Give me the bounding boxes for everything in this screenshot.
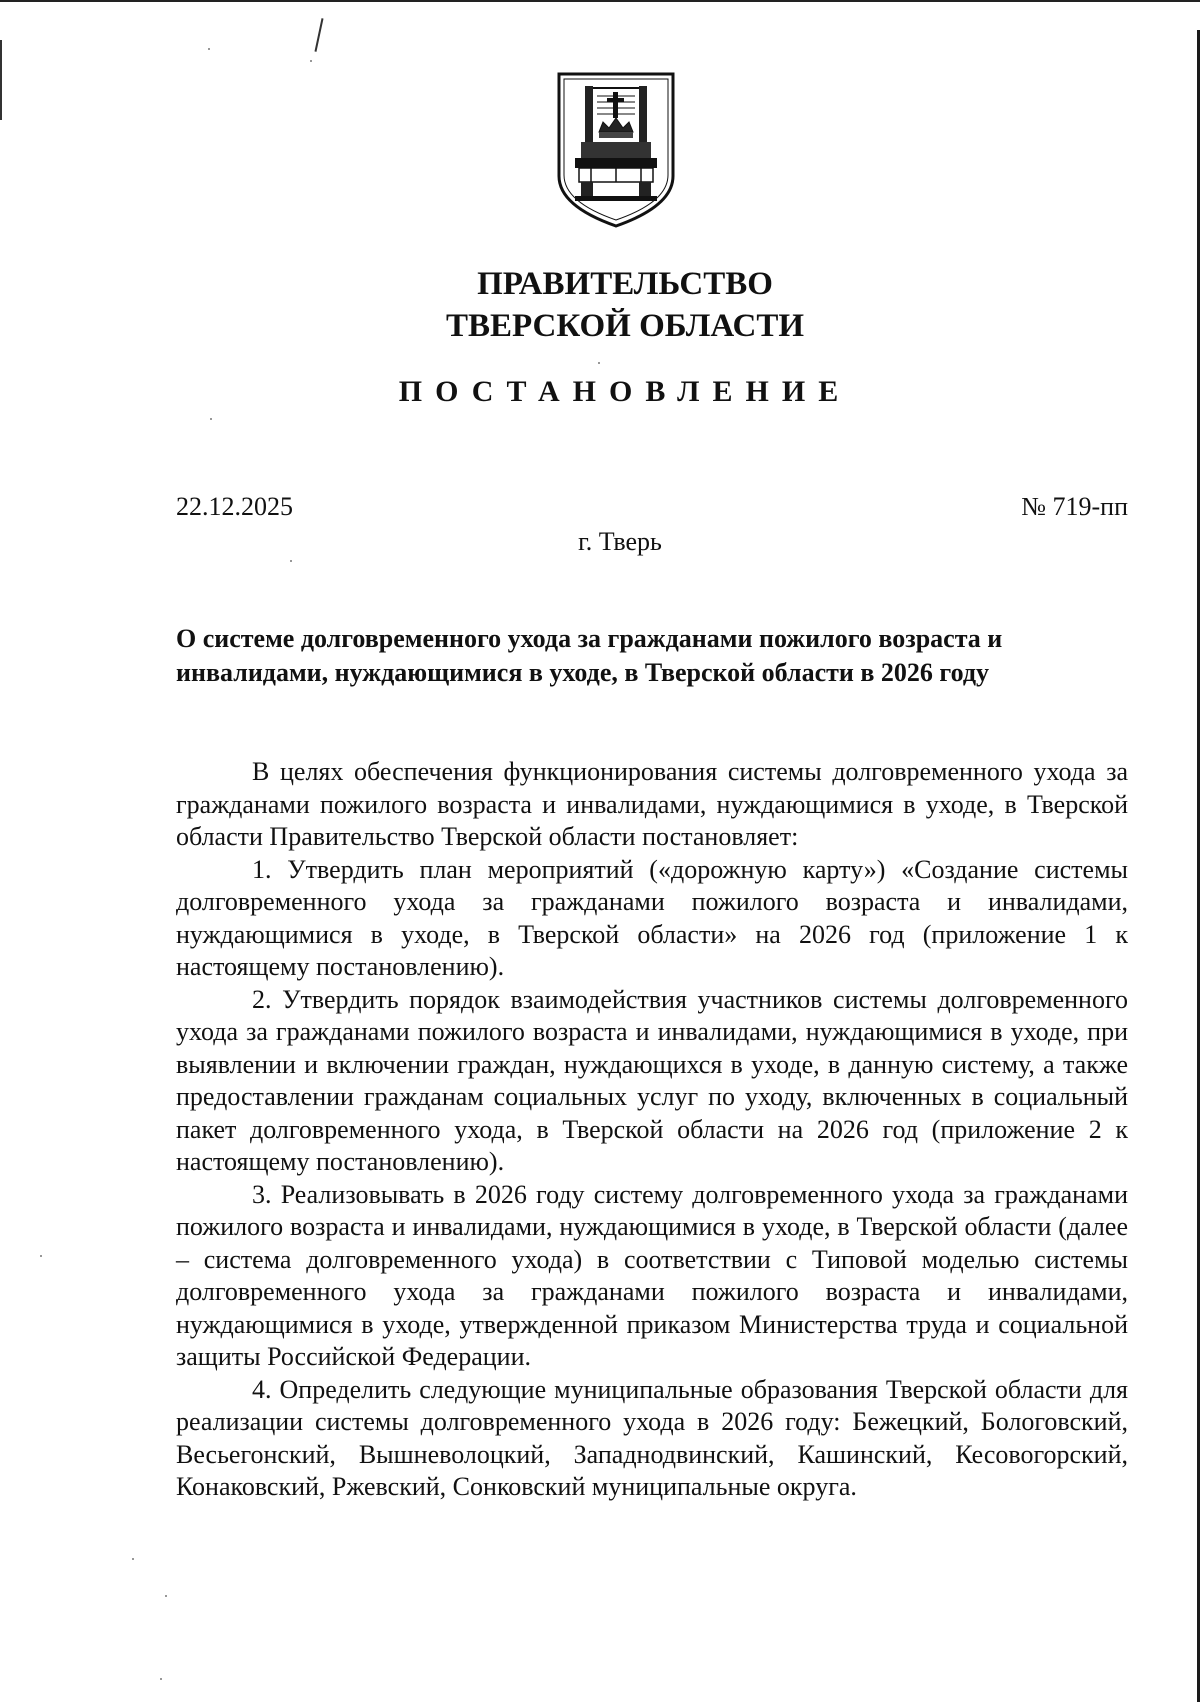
scan-speck <box>160 1678 162 1680</box>
government-name-line1: ПРАВИТЕЛЬСТВО <box>477 266 773 302</box>
document-number: № 719-пп <box>1021 492 1128 521</box>
preamble-paragraph: В целях обеспечения функционирования системы долговременного ухода за гражданами пожилого возраста и инвалидами, нуждающимися в уходе, в Тверской области Правительство Тверской области постановляет: <box>176 757 1128 851</box>
government-name <box>300 263 950 347</box>
scan-speck <box>310 60 312 62</box>
scan-edge-left <box>0 40 2 120</box>
item-paragraph-1: 1. Утвердить план мероприятий («дорожную карту») «Создание системы долговременного ухода за гражданами пожилого возраста и инвалидами, нуждающимися в уходе, в Тверской области» на 2026 год (приложение 1 к настоящему постановлению). <box>176 854 1128 981</box>
tver-oblast-coat-of-arms-icon <box>555 72 677 228</box>
item-paragraph-2: 2. Утвердить порядок взаимодействия участников системы долговременного ухода за гражданами пожилого возраста и инвалидами, нуждающимися в уходе, при выявлении и включении граждан, нуждающихся в уходе, в данную систему, а также предоставлении гражданам социальных услуг по уходу, включенных в социальный пакет долговременного ухода, в Тверской области на 2026 год (приложение 2 к настоящему постановлению). <box>176 984 1128 1176</box>
document-place: г. Тверь <box>578 527 662 556</box>
scan-speck <box>40 1255 42 1257</box>
scan-speck <box>165 1595 167 1597</box>
document-type-title: ПОСТАНОВЛЕНИЕ <box>398 375 852 408</box>
document-date: 22.12.2025 <box>176 492 293 521</box>
scan-speck <box>290 560 292 562</box>
document-body <box>176 756 1128 1504</box>
document-subject: О системе долговременного ухода за гражданами пожилого возраста и инвалидами, нуждающимися в уходе, в Тверской области в 2026 году <box>176 624 1003 687</box>
scan-speck <box>132 1558 134 1560</box>
scan-edge-top <box>0 0 1200 2</box>
scan-speck <box>208 48 210 50</box>
government-name-line2: ТВЕРСКОЙ ОБЛАСТИ <box>445 308 805 344</box>
pen-mark <box>314 18 323 52</box>
item-paragraph-4: 4. Определить следующие муниципальные образования Тверской области для реализации системы долговременного ухода в 2026 году: Бежецкий, Бологовский, Весьегонский, Вышневолоцкий, Западнодвинский, Кашинский, Кесовогорский, Конаковский, Ржевский, Сонковский муниципальные округа. <box>176 1374 1128 1501</box>
scan-speck <box>598 362 600 364</box>
item-paragraph-3: 3. Реализовывать в 2026 году систему долговременного ухода за гражданами пожилого возраста и инвалидами, нуждающимися в уходе, в Тверской области (далее – система долговременного ухода) в соответствии с Типовой моделью системы долговременного ухода за гражданами пожилого возраста и инвалидами, нуждающимися в уходе, утвержденной приказом Министерства труда и социальной защиты Российской Федерации. <box>176 1179 1128 1371</box>
scan-speck <box>210 418 212 420</box>
